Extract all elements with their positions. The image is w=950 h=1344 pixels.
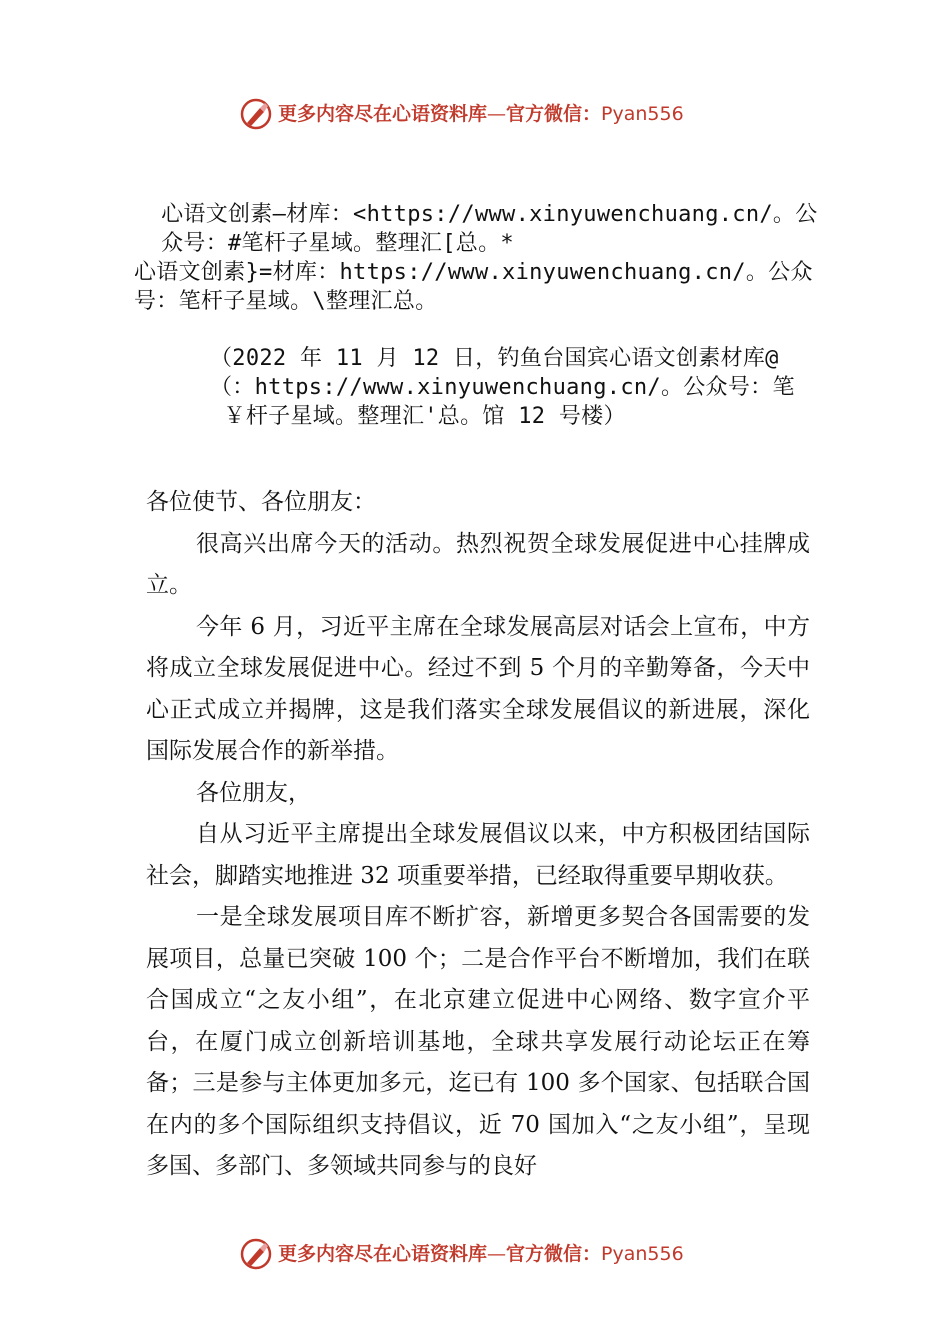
banner-title: 更多内容尽在心语资料库	[278, 103, 488, 125]
banner-title: 更多内容尽在心语资料库	[278, 1243, 488, 1265]
banner-text	[278, 1242, 684, 1266]
paragraph: 一是全球发展项目库不断扩容，新增更多契合各国需要的发展项目，总量已突破 100 个；二是合作平台不断增加，我们在联合国成立“之友小组”，在北京建立促进中心网络、数字宣介平台，在厦门成立创新培训基地，全球共享发展行动论坛正在筹备；三是参与主体更加多元，迄已有 100 多个国家、包括联合国在内的多个国际组织支持倡议，近 70 国加入“之友小组”，呈现多国、多部门、多领域共同参与的良好	[146, 904, 810, 1179]
banner-wechat-id: Pyan556	[601, 103, 684, 125]
banner-dash: —	[487, 103, 507, 125]
pen-nib-logo-icon	[238, 1236, 274, 1272]
banner-wechat-label: 官方微信：	[506, 103, 602, 125]
paragraph: 各位朋友，	[196, 779, 311, 806]
paragraph: 自从习近平主席提出全球发展倡议以来，中方积极团结国际社会，脚踏实地推进 32 项重要举措，已经取得重要早期收获。	[146, 821, 810, 889]
paragraph: 今年 6 月，习近平主席在全球发展高层对话会上宣布，中方将成立全球发展促进中心。经过不到 5 个月的辛勤筹备，今天中心正式成立并揭牌，这是我们落实全球发展倡议的新进展，深化国际发展合作的新举措。	[146, 613, 810, 764]
header-banner	[0, 94, 950, 134]
header-line: 心语文创素—材库：<https://www.xinyuwenchuang.cn/。公	[134, 202, 818, 227]
footer-banner	[0, 1234, 950, 1274]
dateline-line: （2022 年 11 月 12 日，钓鱼台国宾心语文创素材库@	[210, 346, 779, 371]
header-line: 号：笔杆子星域。\整理汇总。	[134, 289, 438, 314]
header-source-block	[134, 200, 844, 316]
banner-wechat-label: 官方微信：	[506, 1243, 602, 1265]
banner-text	[278, 102, 684, 126]
header-line: 众号：#笔杆子星域。整理汇[总。*	[134, 231, 514, 256]
pen-nib-logo-icon	[238, 96, 274, 132]
banner-dash: —	[487, 1243, 507, 1265]
salutation: 各位使节、各位朋友：	[146, 489, 376, 515]
dateline-line: ￥杆子星域。整理汇'总。馆 12 号楼）	[210, 404, 626, 429]
dateline-line: （：https://www.xinyuwenchuang.cn/。公众号：笔	[210, 375, 795, 400]
header-line: 心语文创素}=材库：https://www.xinyuwenchuang.cn/。公众	[134, 260, 813, 285]
speech-body	[146, 482, 810, 1188]
dateline-block	[210, 344, 920, 431]
banner-wechat-id: Pyan556	[601, 1243, 684, 1265]
paragraph: 很高兴出席今天的活动。热烈祝贺全球发展促进中心挂牌成立。	[146, 530, 810, 598]
